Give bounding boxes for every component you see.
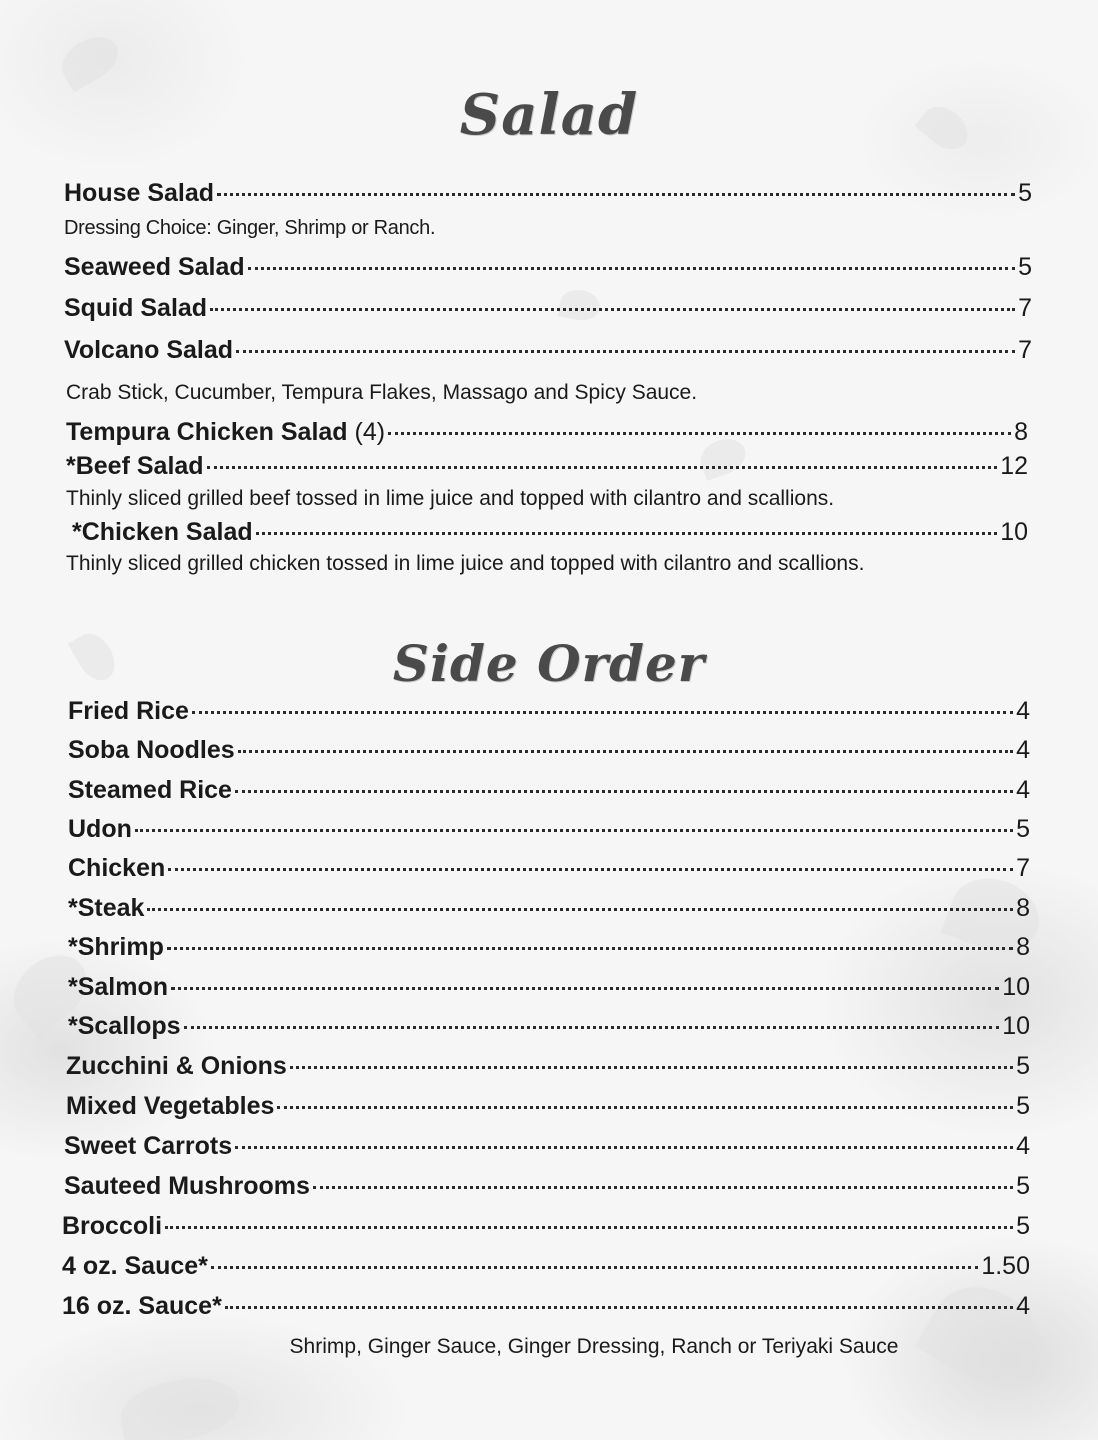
side-item-row [68, 1011, 1030, 1041]
dot-leader [313, 1186, 1013, 1189]
side-item-row [64, 1131, 1030, 1161]
side-item-price: 5 [1016, 1212, 1030, 1240]
side-item-row [64, 1171, 1030, 1201]
item-price: 10 [1000, 518, 1028, 546]
item-name: Squid Salad [64, 294, 208, 322]
side-item-name: Broccoli [62, 1212, 163, 1240]
dot-leader [192, 711, 1013, 714]
side-item-price: 10 [1002, 973, 1030, 1001]
side-item-name: *Shrimp [68, 933, 164, 961]
side-item-row [68, 735, 1030, 765]
side-item-price: 4 [1016, 697, 1030, 725]
side-item-name: 16 oz. Sauce* [62, 1292, 222, 1320]
dot-leader [207, 466, 998, 469]
menu-item-squid-salad [64, 293, 1032, 323]
side-item-row [62, 1251, 1030, 1281]
decorative-flower-icon [116, 1370, 245, 1440]
item-name: *Chicken Salad [72, 518, 253, 546]
item-price: 8 [1014, 418, 1028, 446]
item-description: Crab Stick, Cucumber, Tempura Flakes, Massago and Spicy Sauce. [66, 381, 698, 404]
item-price: 5 [1018, 179, 1032, 207]
item-description: Thinly sliced grilled chicken tossed in lime juice and topped with cilantro and scallions. [66, 552, 865, 575]
dot-leader [277, 1106, 1013, 1109]
sauce-options-note: Shrimp, Ginger Sauce, Ginger Dressing, Ranch or Teriyaki Sauce [289, 1335, 899, 1358]
side-item-row [68, 696, 1030, 726]
side-item-price: 8 [1016, 933, 1030, 961]
item-name [66, 417, 385, 447]
dot-leader [171, 987, 999, 990]
side-item-row [68, 972, 1030, 1002]
item-name: Volcano Salad [64, 336, 234, 364]
side-item-name: Zucchini & Onions [66, 1052, 287, 1080]
side-item-price: 5 [1016, 1172, 1030, 1200]
item-name-text: Tempura Chicken Salad [66, 418, 348, 446]
side-item-price: 4 [1016, 776, 1030, 804]
dot-leader [290, 1066, 1013, 1069]
menu-item-chicken-salad [72, 517, 1028, 547]
menu-item-seaweed-salad [64, 252, 1032, 282]
item-price: 5 [1018, 253, 1032, 281]
side-item-name: Chicken [68, 854, 166, 882]
dot-leader [210, 308, 1015, 311]
side-item-name: Soba Noodles [68, 736, 235, 764]
side-item-price: 8 [1016, 894, 1030, 922]
side-order-heading: Side Order [392, 634, 706, 693]
side-item-row [66, 1051, 1030, 1081]
dot-leader [211, 1266, 978, 1269]
side-item-name: *Steak [68, 894, 145, 922]
item-name: Seaweed Salad [64, 253, 245, 281]
side-item-name: Sweet Carrots [64, 1132, 233, 1160]
side-item-name: Steamed Rice [68, 776, 232, 804]
item-price: 7 [1018, 336, 1032, 364]
side-item-name: 4 oz. Sauce* [62, 1252, 208, 1280]
side-item-price: 1.50 [981, 1252, 1030, 1280]
menu-item-beef-salad [66, 451, 1028, 481]
menu-item-tempura-chicken-salad [66, 417, 1028, 447]
side-item-row [62, 1291, 1030, 1321]
side-item-name: Fried Rice [68, 697, 189, 725]
dot-leader [248, 267, 1015, 270]
dot-leader [388, 432, 1011, 435]
side-item-price: 7 [1016, 854, 1030, 882]
dot-leader [236, 350, 1015, 353]
side-item-row [68, 775, 1030, 805]
side-item-price: 4 [1016, 1132, 1030, 1160]
side-item-row [68, 893, 1030, 923]
dot-leader [167, 947, 1013, 950]
side-item-row [68, 932, 1030, 962]
item-quantity: (4) [347, 418, 386, 446]
side-item-name: Mixed Vegetables [66, 1092, 275, 1120]
side-item-price: 4 [1016, 736, 1030, 764]
dot-leader [235, 1146, 1013, 1149]
side-item-price: 5 [1016, 1052, 1030, 1080]
dot-leader [165, 1226, 1013, 1229]
item-price: 12 [1000, 452, 1028, 480]
item-description: Thinly sliced grilled beef tossed in lime juice and topped with cilantro and scallions. [66, 487, 835, 510]
side-item-price: 10 [1002, 1012, 1030, 1040]
side-item-row [68, 853, 1030, 883]
salad-heading: Salad [459, 82, 639, 148]
dot-leader [238, 750, 1013, 753]
side-item-row [66, 1091, 1030, 1121]
dot-leader [168, 868, 1013, 871]
side-item-price: 5 [1016, 1092, 1030, 1120]
menu-item-volcano-salad [64, 335, 1032, 365]
item-price: 7 [1018, 294, 1032, 322]
dot-leader [235, 790, 1013, 793]
side-item-price: 4 [1016, 1292, 1030, 1320]
side-item-row [62, 1211, 1030, 1241]
side-item-name: *Salmon [68, 973, 169, 1001]
dot-leader [256, 532, 998, 535]
item-name: *Beef Salad [66, 452, 204, 480]
item-name: House Salad [64, 179, 215, 207]
dot-leader [184, 1026, 1000, 1029]
dot-leader [135, 829, 1013, 832]
menu-item-house-salad [64, 178, 1032, 208]
dot-leader [147, 908, 1013, 911]
dot-leader [225, 1306, 1013, 1309]
side-item-price: 5 [1016, 815, 1030, 843]
dot-leader [217, 193, 1015, 196]
side-item-row [68, 814, 1030, 844]
side-item-name: Udon [68, 815, 132, 843]
item-description: Dressing Choice: Ginger, Shrimp or Ranch. [64, 217, 436, 239]
side-item-name: Sauteed Mushrooms [64, 1172, 310, 1200]
side-item-name: *Scallops [68, 1012, 181, 1040]
